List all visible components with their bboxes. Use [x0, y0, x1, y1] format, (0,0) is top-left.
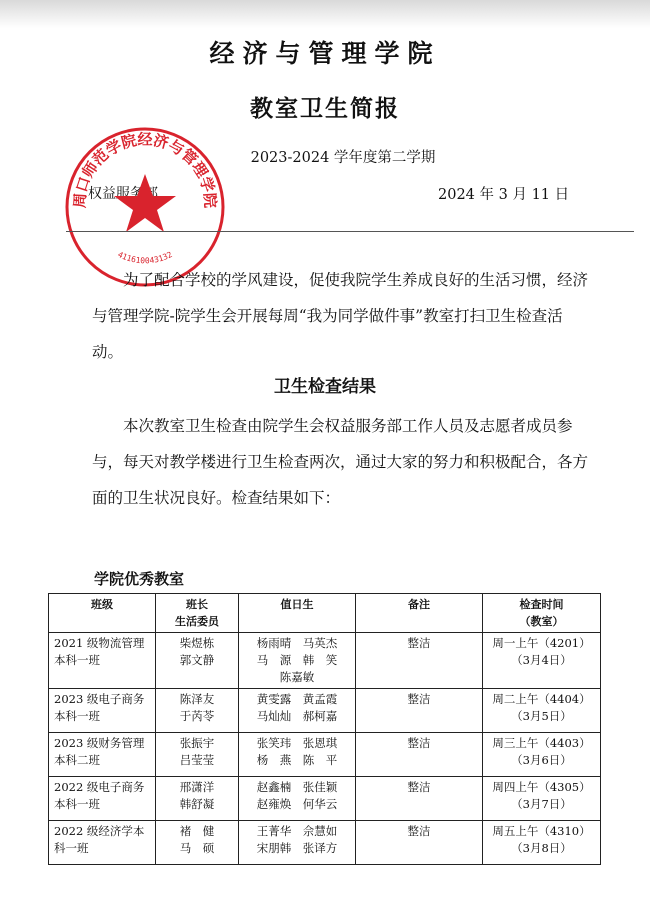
cell-remark — [356, 777, 483, 821]
cell-text: 吕莹莹 — [179, 753, 215, 767]
cell-text: 周四上午（4305） — [492, 780, 591, 794]
cell-text: （3月8日） — [511, 841, 572, 855]
cell-text: 2022 级电子商务 — [54, 780, 145, 794]
cell-text: 整洁 — [407, 736, 431, 750]
cell-class — [49, 689, 156, 733]
cell-text: 2022 级经济学本 — [54, 824, 145, 838]
cell-text: 整洁 — [407, 780, 431, 794]
cell-class — [49, 777, 156, 821]
cell-text: 本科一班 — [54, 797, 100, 811]
cell-text: 2021 级物流管理 — [54, 636, 145, 650]
table-row — [49, 633, 601, 689]
cell-remark — [356, 689, 483, 733]
cell-text: 周五上午（4310） — [492, 824, 591, 838]
cell-class — [49, 733, 156, 777]
cell-monitor — [156, 777, 239, 821]
header-monitor: 班长 生活委员 — [156, 594, 239, 633]
cell-text: 马灿灿 郝柯嘉 — [256, 709, 338, 723]
cell-text: （3月4日） — [511, 653, 572, 667]
cell-text: （3月7日） — [511, 797, 572, 811]
header-duty: 值日生 — [239, 594, 356, 633]
cell-time — [483, 633, 601, 689]
cell-time — [483, 689, 601, 733]
cell-text: 马 源 韩 笑 — [256, 653, 338, 667]
cell-text: 褚 健 — [179, 824, 215, 838]
cell-remark — [356, 733, 483, 777]
cell-text: 本科一班 — [54, 653, 100, 667]
table-header-row — [49, 594, 601, 633]
cell-text: 杨 燕 陈 平 — [256, 753, 338, 767]
cell-monitor — [156, 689, 239, 733]
cell-duty — [239, 777, 356, 821]
cell-text: 郭文静 — [179, 653, 215, 667]
cell-text: 科一班 — [54, 841, 89, 855]
term-label: 2023-2024 学年度第二学期 — [250, 150, 436, 166]
cell-monitor — [156, 633, 239, 689]
cell-monitor — [156, 821, 239, 865]
cell-text: （3月6日） — [511, 753, 572, 767]
cell-monitor — [156, 733, 239, 777]
cell-text: 整洁 — [407, 824, 431, 838]
cell-text: 2023 级电子商务 — [54, 692, 145, 706]
cell-text: 整洁 — [407, 636, 431, 650]
cell-text: 陈泽友 — [179, 692, 215, 706]
cell-text: 韩舒凝 — [179, 797, 215, 811]
table-title: 学院优秀教室 — [94, 570, 185, 588]
cell-class — [49, 633, 156, 689]
cell-text: 本科二班 — [54, 753, 100, 767]
header-divider — [66, 231, 634, 232]
cell-text: 黄雯露 黄孟霞 — [256, 692, 338, 706]
cell-text: 周一上午（4201） — [492, 636, 591, 650]
cell-text: 整洁 — [407, 692, 431, 706]
cell-class — [49, 821, 156, 865]
seal-arc-text: 周口师范学院经济与管理学院 — [70, 130, 220, 209]
cell-text: 王菁华 佘慧如 — [256, 824, 338, 838]
cell-time — [483, 733, 601, 777]
table-row — [49, 821, 601, 865]
cell-text: 2023 级财务管理 — [54, 736, 145, 750]
cell-duty — [239, 633, 356, 689]
header-class: 班级 — [49, 594, 156, 633]
cell-text: 赵鑫楠 张佳颖 — [256, 780, 338, 794]
cell-text: 宋朋韩 张译方 — [256, 841, 338, 855]
department-label: 权益服务部 — [88, 186, 158, 202]
cell-text: 邢潇洋 — [179, 780, 215, 794]
cell-text: 张笑玮 张恩琪 — [256, 736, 338, 750]
section-title: 卫生检查结果 — [274, 377, 376, 397]
scan-shadow — [0, 0, 650, 28]
cell-remark — [356, 633, 483, 689]
cell-duty — [239, 821, 356, 865]
issue-date: 2024 年 3 月 11 日 — [438, 187, 570, 203]
bulletin-title: 教室卫生简报 — [250, 96, 400, 122]
cell-duty — [239, 733, 356, 777]
cell-text: 于芮苓 — [179, 709, 215, 723]
header-time: 检查时间 （教室） — [483, 594, 601, 633]
excellent-classroom-table — [48, 593, 601, 865]
cell-text: 陈嘉敏 — [279, 670, 315, 684]
result-paragraph: 本次教室卫生检查由院学生会权益服务部工作人员及志愿者成员参与，每天对教学楼进行卫生检查两次，通过大家的努力和积极配合，各方面的卫生状况良好。检查结果如下： — [92, 417, 589, 507]
cell-text: 本科一班 — [54, 709, 100, 723]
intro-paragraph: 为了配合学校的学风建设，促使我院学生养成良好的生活习惯，经济与管理学院-院学生会开展每周“我为同学做件事”教室打扫卫生检查活动。 — [92, 271, 589, 361]
seal-number: 411610043132 — [116, 249, 174, 266]
cell-text: 杨雨晴 马英杰 — [256, 636, 338, 650]
table-row — [49, 733, 601, 777]
cell-duty — [239, 689, 356, 733]
cell-time — [483, 777, 601, 821]
cell-text: 周二上午（4404） — [492, 692, 591, 706]
header-remark: 备注 — [356, 594, 483, 633]
cell-remark — [356, 821, 483, 865]
cell-text: 马 硕 — [179, 841, 215, 855]
table-row — [49, 777, 601, 821]
cell-text: 张振宇 — [179, 736, 215, 750]
cell-time — [483, 821, 601, 865]
table-row — [49, 689, 601, 733]
college-name: 经济与管理学院 — [209, 39, 441, 68]
cell-text: 周三上午（4403） — [492, 736, 591, 750]
cell-text: （3月5日） — [511, 709, 572, 723]
cell-text: 赵雍焕 何华云 — [256, 797, 338, 811]
cell-text: 柴煜栋 — [179, 636, 215, 650]
